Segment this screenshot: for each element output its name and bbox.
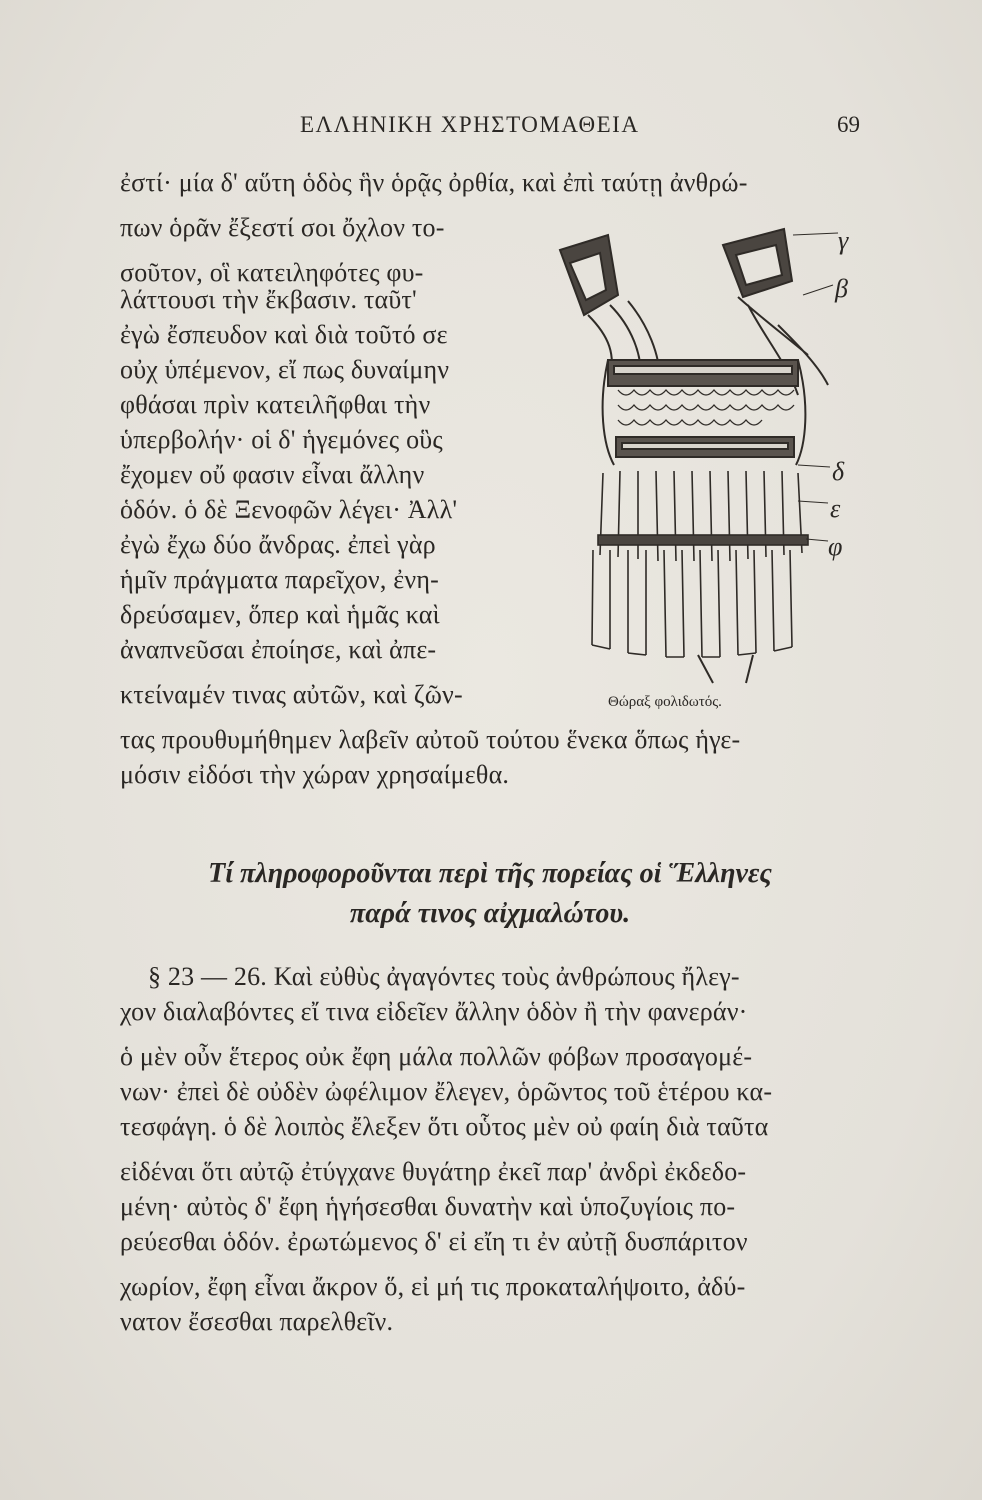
text-line: τεσφάγη. ὁ δὲ λοιπὸς ἔλεξεν ὅτι οὗτος μὲν οὐ φαίη διὰ ταῦτα bbox=[120, 1112, 769, 1141]
text-line: ἡμῖν πράγματα παρεῖχον, ἐνη- bbox=[120, 565, 440, 594]
figure-label: δ bbox=[832, 457, 845, 486]
text-line: τας προυθυμήθημεν λαβεῖν αὐτοῦ τούτου ἕνεκα ὅπως ἡγε- bbox=[120, 725, 741, 754]
text-line: πων ὁρᾶν ἔξεστί σοι ὄχλον το- bbox=[120, 213, 445, 242]
text-line: ἐγὼ ἔσπευδον καὶ διὰ τοῦτό σε bbox=[120, 320, 448, 349]
text-line: ὑπερβολήν· οἱ δ' ἡγεμόνες οὓς bbox=[120, 425, 443, 454]
figure-label: β bbox=[835, 274, 848, 303]
corslet-illustration bbox=[548, 205, 860, 685]
figure-caption: Θώραξ φολιδωτός. bbox=[608, 694, 722, 710]
text-line: § 23 — 26. Καὶ εὐθὺς ἀγαγόντες τοὺς ἀνθρώπους ἤλεγ- bbox=[148, 962, 740, 991]
figure-label: φ bbox=[828, 532, 843, 561]
text-line: ἀναπνεῦσαι ἐποίησε, καὶ ἀπε- bbox=[120, 635, 437, 664]
text-line: οὐχ ὑπέμενον, εἴ πως δυναίμην bbox=[120, 355, 450, 384]
page-header bbox=[120, 112, 860, 146]
text-line: ἐστί· μία δ' αὕτη ὁδὸς ἣν ὁρᾷς ὀρθία, καὶ ἐπὶ ταύτῃ ἀνθρώ- bbox=[120, 168, 748, 197]
running-title: ΕΛΛΗΝΙΚΗ ΧΡΗΣΤΟΜΑΘΕΙΑ bbox=[300, 112, 640, 137]
section-heading-line1: Τί πληροφοροῦνται περὶ τῆς πορείας οἱ Ἕλληνες bbox=[208, 858, 772, 889]
text-line: ρεύεσθαι ὁδόν. ἐρωτώμενος δ' εἰ εἴη τι ἐν αὐτῇ δυσπάριτον bbox=[120, 1227, 748, 1256]
text-line: ὁ μὲν οὖν ἕτερος οὐκ ἔφη μάλα πολλῶν φόβων προσαγομέ- bbox=[120, 1042, 753, 1071]
text-line: δρεύσαμεν, ὅπερ καὶ ἡμᾶς καὶ bbox=[120, 600, 440, 629]
text-line: νων· ἐπεὶ δὲ οὐδὲν ὠφέλιμον ἔλεγεν, ὁρῶντος τοῦ ἑτέρου κα- bbox=[120, 1077, 773, 1106]
text-line: νατον ἔσεσθαι παρελθεῖν. bbox=[120, 1307, 394, 1336]
text-line: μένη· αὐτὸς δ' ἔφη ἡγήσεσθαι δυνατὴν καὶ ὑποζυγίοις πο- bbox=[120, 1192, 736, 1221]
page-number: 69 bbox=[837, 112, 860, 137]
text-line: ἔχομεν οὔ φασιν εἶναι ἄλλην bbox=[120, 460, 425, 489]
text-line: κτείναμέν τινας αὐτῶν, καὶ ζῶν- bbox=[120, 680, 463, 709]
text-line: ὁδόν. ὁ δὲ Ξενοφῶν λέγει· Ἀλλ' bbox=[120, 495, 458, 524]
scale-pattern bbox=[618, 390, 794, 425]
text-line: ἐγὼ ἔχω δύο ἄνδρας. ἐπεὶ γὰρ bbox=[120, 530, 436, 559]
section-heading-line2: παρά τινος αἰχμαλώτου. bbox=[349, 898, 631, 929]
text-line: μόσιν εἰδόσι τὴν χώραν χρησαίμεθα. bbox=[120, 760, 510, 789]
text-line: φθάσαι πρὶν κατειλῆφθαι τὴν bbox=[120, 390, 431, 419]
pteruges bbox=[592, 471, 808, 657]
text-line: χωρίον, ἔφη εἶναι ἄκρον ὅ, εἰ μή τις προκαταλήψοιτο, ἀδύ- bbox=[120, 1272, 746, 1301]
figure-label: γ bbox=[838, 226, 849, 255]
figure-label: ε bbox=[830, 494, 841, 523]
text-line: εἰδέναι ὅτι αὐτῷ ἐτύγχανε θυγάτηρ ἐκεῖ παρ' ἀνδρὶ ἐκδεδο- bbox=[120, 1157, 747, 1186]
text-line: χον διαλαβόντες εἴ τινα εἰδεῖεν ἄλλην ὁδὸν ἢ τὴν φανεράν· bbox=[120, 997, 748, 1026]
text-line: σοῦτον, οἳ κατειληφότες φυ- bbox=[120, 258, 424, 287]
text-line: λάττουσι τὴν ἔκβασιν. ταῦτ' bbox=[120, 285, 417, 314]
